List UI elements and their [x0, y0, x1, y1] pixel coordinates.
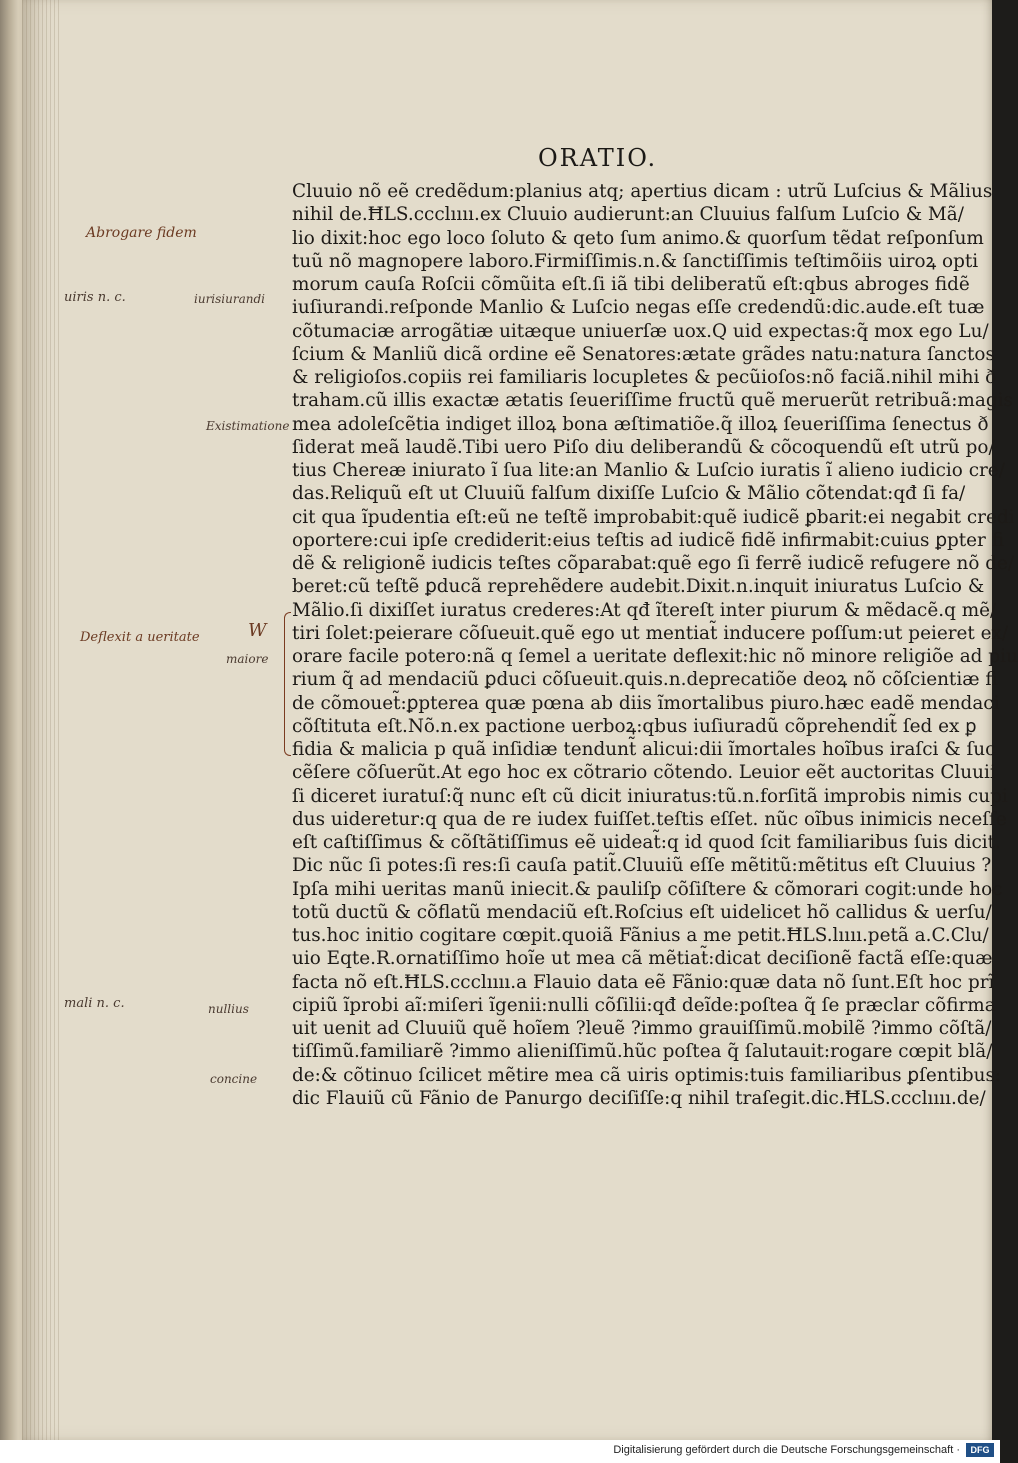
text-line: de cõmouet̃:ꝑpterea quæ pœna ab diis ĩmortalibus piuro.hæc eadẽ mendaci	[292, 692, 1000, 714]
margin-note-maiore: maiore	[226, 652, 269, 666]
text-line: tiri ſolet:peierare cõſueuit.quẽ ego ut mentiat̃ inducere poſſum:ut peieret ex/	[292, 622, 1009, 644]
text-line: de:& cõtinuo ſcilicet mẽtire mea cã uiris optimis:tuis familiaribus ꝑſentibus:	[292, 1064, 1002, 1086]
text-line: dẽ & religionẽ iudicis teſtes cõparabat:quẽ ego ſi ferrẽ iudicẽ refugere nõ de/	[292, 553, 1015, 574]
text-line: traham.cũ illis exactæ ætatis ſeueriſſime fructũ quẽ meruerũt retribuã:magis	[292, 390, 1013, 412]
text-line: ſi diceret iuratuſ:q̃ nunc eſt cũ dicit iniuratus:tũ.n.forſitã improbis nimis cupi	[292, 785, 1008, 807]
text-line: ſiderat meã laudẽ.Tibi uero Piſo diu deliberandũ & cõcoquendũ eſt utrũ po/	[292, 436, 995, 458]
page-heading: ORATIO.	[538, 144, 658, 172]
text-line: nihil de.ĦLS.ccclıııı.ex Cluuio audierunt:an Cluuius falſum Luſcio & Mã/	[292, 204, 964, 226]
page-gutter-stripes	[22, 0, 62, 1440]
text-line: fidia & malicia p quã inſidiæ tendunt̃ alicui:dii ĩmortales hoĩbus iraſci & ſuc	[292, 739, 996, 760]
text-line: cẽſere cõſuerũt.At ego hoc ex cõtrario cõtendo. Leuior eẽt auctoritas Cluuii	[292, 762, 996, 784]
margin-bracket	[284, 612, 291, 756]
dfg-logo: DFG	[966, 1443, 994, 1457]
text-line: facta nõ eſt.ĦLS.ccclıııı.a Flauio data eẽ Fãnio:quæ data nõ ſunt.Eſt hoc prĩ	[292, 971, 995, 993]
margin-note-iurisiurandi: iurisiurandi	[194, 292, 266, 306]
text-line: tus.hoc initio cogitare cœpit.quoiã Fãnius a me petit.ĦLS.lıııı.petã a.C.Clu/	[292, 925, 989, 946]
text-line: cipiũ ĩprobi aĩ:miſeri ĩgenii:nulli cõſilii:qđ deĩde:poſtea q̃ ſe præclar cõfirma	[292, 994, 996, 1016]
text-line: beret:cũ teſtẽ ꝑducã reprehẽdere audebit.Dixit.n.inquit iniuratus Luſcio &	[292, 576, 985, 598]
text-line: mea adoleſcẽtia indiget illoꝝ bona æſtimatiõe.q̃ illoꝝ ſeueriſſima ſenectus ð	[292, 413, 989, 435]
text-line: iuſiurandi.reſponde Manlio & Luſcio negas eſſe credendũ:dic.aude.eſt tuæ	[292, 297, 985, 319]
text-line: Cluuio nõ eẽ credẽdum:planius atq; apertius dicam : utrũ Luſcius & Mãlius	[292, 181, 993, 202]
text-line: cõſtituta eſt.Nõ.n.ex pactione uerboꝝ:qbus iuſiuradũ cõprehendit̃ ſed ex ꝑ	[292, 715, 977, 737]
text-line: oportere:cui ipſe crediderit:eius teſtis ad iudicẽ fidẽ infirmabit:cuius ꝑpter fi	[292, 529, 1004, 551]
text-line: tuũ nõ magnopere laboro.Firmiſſimis.n.& ſanctiſſimis teſtimõiis uiroꝝ opti	[292, 250, 979, 272]
text-line: ſcium & Manliũ dicã ordine eẽ Senatores:ætate grãdes natu:natura ſanctos	[292, 343, 995, 365]
text-line: Ipſa mihi ueritas manũ iniecit.& pauliſp cõſiſtere & cõmorari cogit:unde hoc	[292, 878, 1003, 900]
text-line: lio dixit:hoc ego loco ſoluto & qeto ſum animo.& quorſum tẽdat reſponſum	[292, 227, 984, 249]
text-line: cit qua ĩpudentia eſt:eũ ne teſtẽ improbabit:quẽ iudicẽ ꝑbarit:ei negabit credi	[292, 506, 1015, 528]
text-line: totũ ductũ & cõflatũ mendaciũ eſt.Roſcius eſt uidelicet hõ callidus & uerſu/	[292, 901, 992, 923]
text-line: Dic nũc ſi potes:ſi res:ſi cauſa patit̃.Cluuiũ eſſe mẽtitũ:mẽtitus eſt Cluuius ?	[292, 855, 992, 877]
margin-note-deflexit: Deflexit a ueritate	[80, 630, 200, 645]
text-line: & religioſos.copiis rei familiaris locupletes & pecũioſos:nõ faciã.nihil mihi ð	[292, 367, 997, 388]
margin-note-nullius: nullius	[208, 1002, 249, 1016]
margin-note-existimatione: Existimatione	[206, 419, 290, 433]
text-line: dus uideretur:q qua de re iudex fuiſſet.teſtis eſſet. nũc oĩbus inimicis neceſſe	[292, 808, 1007, 830]
text-line: tius Chereæ iniurato ĩ ſua lite:an Manlio & Luſcio iuratis ĩ alieno iudicio cre/	[292, 460, 1005, 481]
margin-note-mali: mali n. c.	[64, 996, 125, 1011]
text-line: tiſſimũ.familiarẽ ?immo alieniſſimũ.hũc poſtea q̃ ſalutauit:rogare cœpit blã/	[292, 1041, 993, 1063]
margin-note-uiris: uiris n. c.	[64, 290, 126, 305]
footer-credit: Digitalisierung gefördert durch die Deutsche Forschungsgemeinschaft ·	[613, 1444, 960, 1456]
text-line: dic Flauiũ cũ Fãnio de Panurgo deciſiſſe:q nihil traſegit.dic.ĦLS.ccclıııı.de/	[292, 1087, 986, 1109]
main-text-block	[292, 180, 1018, 1110]
margin-note-w: W	[248, 620, 267, 641]
text-line: uit uenit ad Cluuiũ quẽ hoĩem ?leuẽ ?immo grauiſſimũ.mobilẽ ?immo cõſtã/	[292, 1018, 992, 1039]
margin-note-concine: concine	[210, 1072, 258, 1086]
margin-note-abrogare: Abrogare fidem	[86, 225, 197, 241]
text-line: morum cauſa Roſcii cõmũita eſt.ſi iã tibi deliberatũ eſt:qbus abroges fidẽ	[292, 274, 970, 295]
text-line: Mãlio.ſi dixiſſet iuratus crederes:At qđ ĩtereſt inter piurum & mẽdacẽ.q mẽ/	[292, 599, 997, 621]
text-line: uio Eqte.R.ornatiſſimo hoĩe ut mea cã mẽtiat̃:dicat deciſionẽ factã eſſe:quæ	[292, 948, 993, 970]
text-line: eſt caſtiſſimus & cõſtãtiſſimus eẽ uideat̃:q id quod ſcit familiaribus ſuis dicit.	[292, 832, 1001, 853]
text-line: rium q̃ ad mendaciũ ꝑduci cõſueuit.quis.n.deprecatiõe deoꝝ nõ cõſcientiæ fi	[292, 669, 998, 691]
text-line: orare facile potero:nã q ſemel a ueritate deflexit:hic nõ minore religiõe ad piu	[292, 646, 1018, 667]
text-line: das.Reliquũ eſt ut Cluuiũ falſum dixiſſe Luſcio & Mãlio cõtendat:qđ ſi fa/	[292, 483, 966, 505]
text-line: cõtumaciæ arrogãtiæ uitæque uniuerſæ uox.Q uid expectas:q̃ mox ego Lu/	[292, 320, 989, 342]
